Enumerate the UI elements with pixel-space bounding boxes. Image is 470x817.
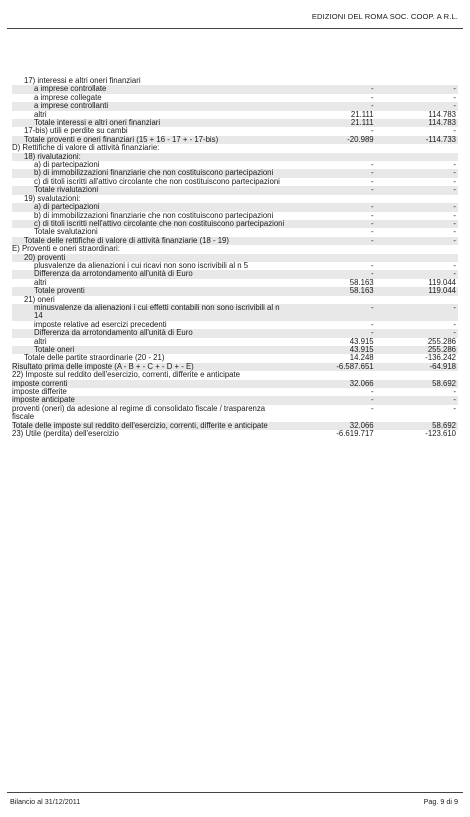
value-previous-year: - [453, 227, 456, 237]
value-current-year: -6.587.651 [289, 363, 379, 371]
value-current-year [289, 153, 379, 161]
row-label: Differenza da arrotondamento all'unità di Euro [34, 328, 193, 338]
row-label: b) di immobilizzazioni finanziarie che non costituiscono partecipazioni [34, 210, 274, 220]
row-label: Totale interessi e altri oneri finanziari [34, 118, 161, 128]
value-current-year: - [289, 304, 379, 321]
value-previous-year [380, 254, 458, 262]
row-label: Totale rivalutazioni [34, 185, 99, 195]
value-current-year: -20.989 [289, 136, 379, 144]
value-previous-year: -114.733 [380, 136, 458, 144]
value-current-year [289, 195, 379, 203]
row-label: a imprese controllate [34, 84, 107, 94]
value-previous-year: - [380, 220, 458, 228]
value-current-year: 43.915 [289, 346, 379, 354]
statement-row [12, 287, 458, 295]
row-label: 23) Utile (perdita) dell'esercizio [12, 429, 119, 439]
value-previous-year: 255.286 [427, 336, 456, 346]
value-previous-year: 114.783 [428, 109, 456, 119]
value-current-year: 32.066 [289, 422, 379, 430]
value-previous-year: 58.692 [380, 380, 458, 388]
value-current-year: -6.619.717 [336, 429, 374, 439]
statement-row [12, 405, 458, 422]
row-label: imposte differite [12, 387, 67, 397]
value-previous-year: -136.242 [425, 353, 456, 363]
row-label: altri [34, 336, 47, 346]
row-label: imposte anticipate [12, 395, 75, 405]
value-current-year: 21.111 [350, 109, 374, 119]
row-label: Totale delle imposte sul reddito dell'esercizio, correnti, differite e anticipate [12, 420, 268, 430]
value-previous-year: -64.918 [380, 363, 458, 371]
income-statement-table [12, 77, 458, 438]
value-previous-year: - [453, 403, 456, 413]
value-current-year: - [371, 210, 374, 220]
value-current-year: - [289, 396, 379, 404]
value-current-year: 21.111 [289, 119, 379, 127]
value-current-year: - [371, 403, 374, 413]
footer-divider [7, 792, 463, 793]
value-current-year: - [289, 186, 379, 194]
row-label: c) di titoli iscritti all'attivo circolante che non costituiscono partecipazioni [34, 176, 280, 186]
value-current-year [289, 245, 379, 253]
row-label: Totale svalutazioni [34, 227, 98, 237]
value-current-year: - [371, 260, 374, 270]
value-previous-year [380, 245, 458, 253]
row-label: altri [34, 277, 47, 287]
row-label: altri [34, 109, 47, 119]
row-label: imposte relative ad esercizi precedenti [34, 319, 167, 329]
value-previous-year [380, 77, 458, 85]
statement-row [12, 388, 458, 396]
value-previous-year [380, 144, 458, 152]
value-current-year: 43.915 [349, 336, 374, 346]
row-label: 22) Imposte sul reddito dell'esercizio, correnti, differite e anticipate [12, 370, 241, 380]
statement-row [12, 102, 458, 110]
row-label: c) di titoli iscritti nell'attivo circolante che non costituiscono partecipazioni [34, 218, 285, 228]
row-label: E) Proventi e oneri straordinari: [12, 244, 120, 254]
statement-row [12, 329, 458, 337]
statement-row [12, 304, 458, 321]
value-current-year: - [371, 160, 374, 170]
value-previous-year: - [380, 186, 458, 194]
value-previous-year: - [380, 396, 458, 404]
row-label: Differenza da arrotondamento all'unità di Euro [34, 269, 193, 279]
value-current-year: 58.163 [289, 287, 379, 295]
value-current-year: - [371, 126, 374, 136]
row-label: 20) proventi [24, 252, 66, 262]
row-label: a imprese controllanti [34, 101, 109, 111]
row-label: minusvalenze da alienazioni i cui effetti contabili non sono iscrivibili al n 14 [34, 302, 280, 321]
row-label: a) di partecipazioni [34, 202, 100, 212]
value-previous-year: 58.692 [380, 422, 458, 430]
value-current-year: - [289, 85, 379, 93]
row-label: Totale oneri [34, 345, 75, 354]
value-current-year: - [371, 92, 374, 102]
value-previous-year: - [380, 85, 458, 93]
value-current-year: 14.248 [349, 353, 374, 363]
value-previous-year [380, 153, 458, 161]
value-previous-year: - [380, 304, 458, 321]
page-header-company: EDIZIONI DEL ROMA SOC. COOP. A R.L. [311, 12, 458, 21]
row-label: 17) interessi e altri oneri finanziari [24, 76, 141, 85]
row-label: a imprese collegate [34, 92, 102, 102]
footer-bilancio-date: Bilancio al 31/12/2011 [10, 797, 81, 806]
value-previous-year: - [453, 176, 456, 186]
value-current-year: - [289, 329, 379, 337]
value-current-year [289, 296, 379, 304]
row-label: Totale proventi [34, 286, 85, 296]
row-label: 18) rivalutazioni: [24, 151, 81, 161]
row-label: Totale delle rettifiche di valore di attività finanziarie (18 - 19) [24, 235, 229, 245]
value-current-year [289, 254, 379, 262]
value-current-year [289, 144, 379, 152]
header-divider [7, 28, 463, 29]
value-previous-year: - [380, 102, 458, 110]
row-label: imposte correnti [12, 378, 68, 388]
row-label: Risultato prima delle imposte (A - B + - C + - D + - E) [12, 361, 194, 371]
value-current-year: 32.066 [289, 380, 379, 388]
value-previous-year: -123.610 [425, 429, 456, 439]
statement-row [12, 430, 458, 438]
row-label: Totale delle partite straordinarie (20 - 21) [24, 353, 165, 363]
statement-row [12, 338, 458, 346]
value-current-year: - [289, 203, 379, 211]
value-current-year: 58.163 [349, 277, 374, 287]
row-label: b) di immobilizzazioni finanziarie che non costituiscono partecipazioni [34, 168, 274, 178]
value-current-year: - [289, 102, 379, 110]
value-previous-year: - [453, 126, 456, 136]
value-current-year: - [371, 227, 374, 237]
row-label: Totale proventi e oneri finanziari (15 + 16 - 17 + - 17-bis) [24, 134, 219, 144]
statement-row [12, 380, 458, 388]
value-previous-year: 114.783 [380, 119, 458, 127]
value-previous-year: - [453, 210, 456, 220]
footer-page-number: Pag. 9 di 9 [423, 797, 458, 806]
value-previous-year: - [453, 92, 456, 102]
value-previous-year: - [453, 260, 456, 270]
value-previous-year: 119.044 [428, 277, 456, 287]
row-label: 17-bis) utili e perdite su cambi [24, 126, 128, 136]
value-current-year: - [371, 387, 374, 397]
row-label: 19) svalutazioni: [24, 193, 81, 203]
value-current-year: - [289, 169, 379, 177]
value-previous-year: 255.286 [380, 346, 458, 354]
value-current-year [289, 77, 379, 85]
value-previous-year: - [380, 329, 458, 337]
row-label: a) di partecipazioni [34, 160, 100, 170]
value-previous-year [380, 195, 458, 203]
value-current-year: - [371, 176, 374, 186]
value-previous-year: - [380, 203, 458, 211]
row-label: D) Rettifiche di valore di attività finanziarie: [12, 143, 160, 153]
value-current-year: - [371, 319, 374, 329]
value-current-year: - [289, 270, 379, 278]
row-label: 21) oneri [24, 294, 55, 304]
value-previous-year: 119.044 [380, 287, 458, 295]
value-previous-year: - [380, 270, 458, 278]
value-previous-year: - [453, 319, 456, 329]
statement-row [12, 371, 458, 379]
value-current-year: - [289, 237, 379, 245]
statement-row [12, 270, 458, 278]
value-previous-year: - [380, 237, 458, 245]
value-previous-year: - [453, 387, 456, 397]
row-label: plusvalenze da alienazioni i cui ricavi non sono iscrivibili al n 5 [34, 260, 249, 270]
value-previous-year: - [453, 160, 456, 170]
value-previous-year: - [380, 169, 458, 177]
value-previous-year [380, 296, 458, 304]
statement-row [12, 245, 458, 253]
row-label: proventi (oneri) da adesione al regime di consolidato fiscale / trasparenza fiscale [12, 403, 266, 422]
value-current-year: - [289, 220, 379, 228]
